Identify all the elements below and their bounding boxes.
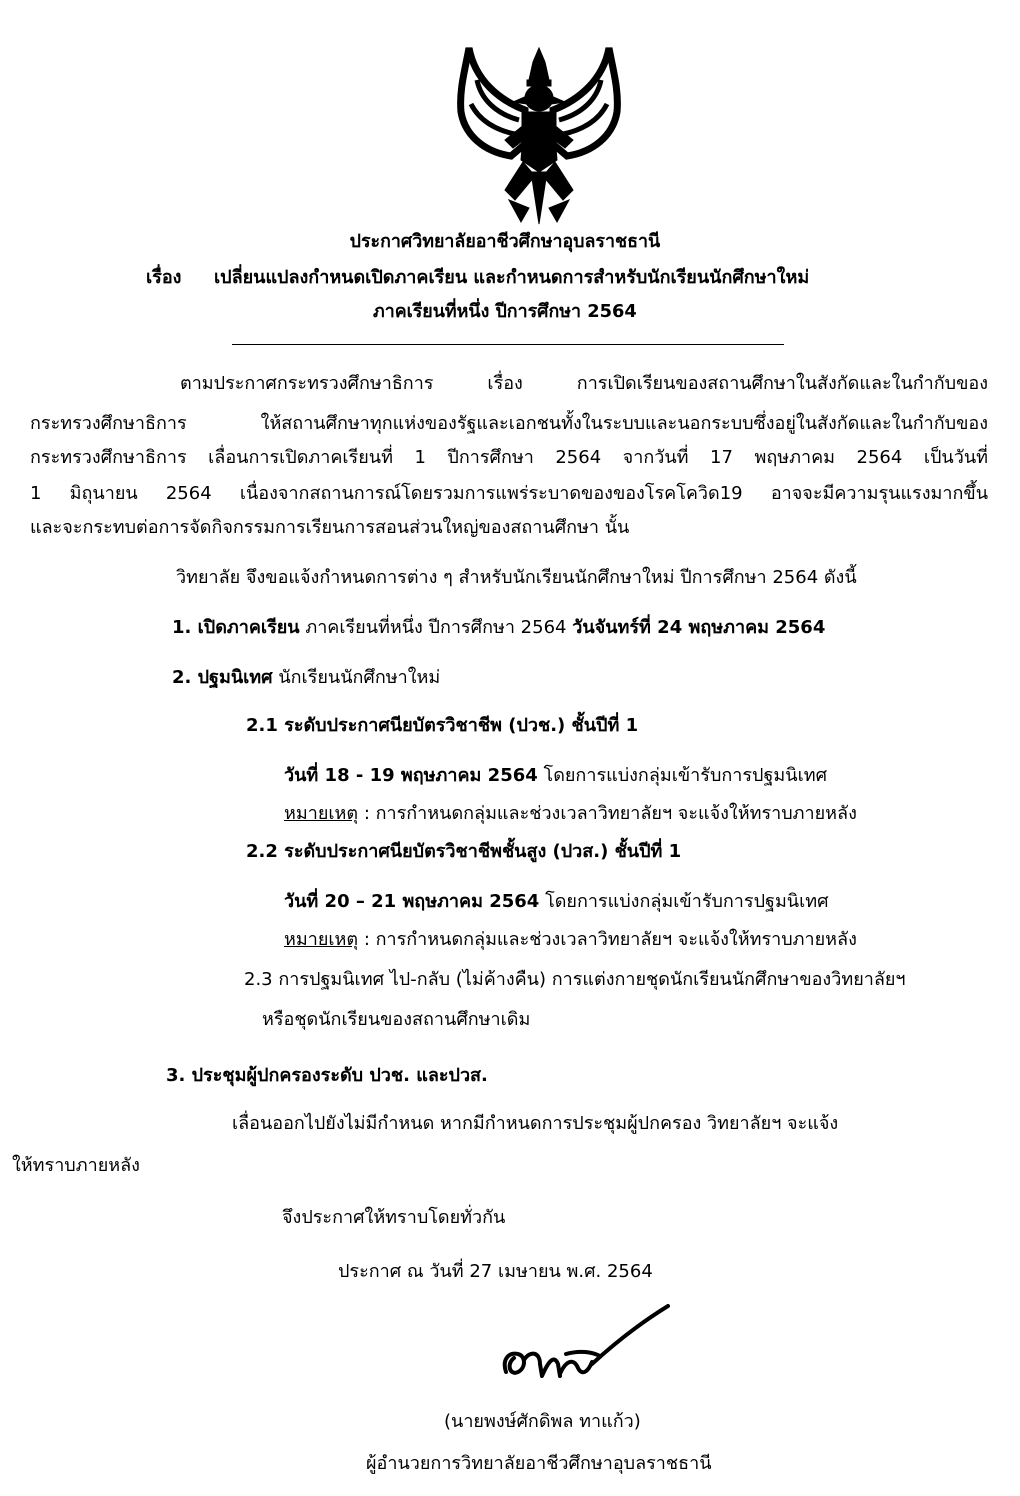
item-2-3-line-1: 2.3 การปฐมนิเทศ ไป-กลับ (ไม่ค้างคืน) การแต่งกายชุดนักเรียนนักศึกษาของวิทยาลัยฯ [244,969,906,990]
item-2-1-heading: 2.1 ระดับประกาศนียบัตรวิชาชีพ (ปวช.) ชั้นปีที่ 1 [246,715,639,736]
intro-line-2: กระทรวงศึกษาธิการ ให้สถานศึกษาทุกแห่งของรัฐและเอกชนทั้งในระบบและนอกระบบซึ่งอยู่ในสังกัดและในกำกับของ [30,413,988,434]
item-2-1-detail: โดยการแบ่งกลุ่มเข้ารับการปฐมนิเทศ [543,765,828,786]
item-2-2-note [284,926,857,954]
item-2-1-note-text: : การกำหนดกลุ่มและช่วงเวลาวิทยาลัยฯ จะแจ้งให้ทราบภายหลัง [358,803,857,824]
item-1-heading: 1. เปิดภาคเรียน [172,617,300,638]
item-3-line-2: ให้ทราบภายหลัง [12,1155,140,1176]
handwritten-signature [496,1302,674,1394]
item-1 [172,614,825,642]
intro-line-4: 1 มิถุนายน 2564 เนื่องจากสถานการณ์โดยรวมการแพร่ระบาดของของโรคโควิด19 อาจจะมีความรุนแรงมากขึ้น [30,483,988,504]
announcement-title: ประกาศวิทยาลัยอาชีวศึกษาอุบลราชธานี [349,231,661,252]
header-divider [232,344,784,345]
proclaim-line: จึงประกาศให้ทราบโดยทั่วกัน [282,1207,506,1228]
item-2-1-date: วันที่ 18 - 19 พฤษภาคม 2564 [284,765,538,786]
item-3-line-1: เลื่อนออกไปยังไม่มีกำหนด หากมีกำหนดการประชุมผู้ปกครอง วิทยาลัยฯ จะแจ้ง [232,1113,839,1134]
term-heading: ภาคเรียนที่หนึ่ง ปีการศึกษา 2564 [372,301,637,322]
item-1-date: วันจันทร์ที่ 24 พฤษภาคม 2564 [572,617,826,638]
item-2 [172,664,440,692]
item-2-1-note [284,800,857,828]
item-2-2-note-text: : การกำหนดกลุ่มและช่วงเวลาวิทยาลัยฯ จะแจ้งให้ทราบภายหลัง [358,929,857,950]
signer-name: (นายพงษ์ศักดิพล ทาแก้ว) [444,1411,641,1432]
proclaim-date: ประกาศ ณ วันที่ 27 เมษายน พ.ศ. 2564 [338,1261,653,1282]
intro-line-3: กระทรวงศึกษาธิการ เลื่อนการเปิดภาคเรียนที่ 1 ปีการศึกษา 2564 จากวันที่ 17 พฤษภาคม 2564 เป็นวันที่ [30,447,988,468]
item-2-3-line-2: หรือชุดนักเรียนของสถานศึกษาเดิม [262,1009,531,1030]
intro-line-1: ตามประกาศกระทรวงศึกษาธิการ เรื่อง การเปิดเรียนของสถานศึกษาในสังกัดและในกำกับของ [180,373,988,394]
item-2-2-note-label: หมายเหตุ [284,929,359,950]
item-2-2-date: วันที่ 20 – 21 พฤษภาคม 2564 [284,891,540,912]
item-3-heading: 3. ประชุมผู้ปกครองระดับ ปวช. และปวส. [166,1065,488,1086]
item-2-1-date-line [284,762,827,790]
item-2-text: นักเรียนนักศึกษาใหม่ [278,667,441,688]
item-2-2-heading: 2.2 ระดับประกาศนียบัตรวิชาชีพชั้นสูง (ปวส.) ชั้นปีที่ 1 [246,841,682,862]
subject-text: เปลี่ยนแปลงกำหนดเปิดภาคเรียน และกำหนดการสำหรับนักเรียนนักศึกษาใหม่ [214,267,810,288]
item-2-2-date-line [284,888,829,916]
item-1-text: ภาคเรียนที่หนึ่ง ปีการศึกษา 2564 [305,617,567,638]
announce-line: วิทยาลัย จึงขอแจ้งกำหนดการต่าง ๆ สำหรับนักเรียนนักศึกษาใหม่ ปีการศึกษา 2564 ดังนี้ [176,567,857,588]
item-2-heading: 2. ปฐมนิเทศ [172,667,273,688]
item-2-2-detail: โดยการแบ่งกลุ่มเข้ารับการปฐมนิเทศ [545,891,829,912]
subject-label: เรื่อง [146,267,182,288]
item-2-1-note-label: หมายเหตุ [284,803,359,824]
signer-position: ผู้อำนวยการวิทยาลัยอาชีวศึกษาอุบลราชธานี [366,1453,712,1474]
intro-line-5: และจะกระทบต่อการจัดกิจกรรมการเรียนการสอนส่วนใหญ่ของสถานศึกษา นั้น [30,517,630,538]
garuda-emblem-icon [449,40,629,232]
